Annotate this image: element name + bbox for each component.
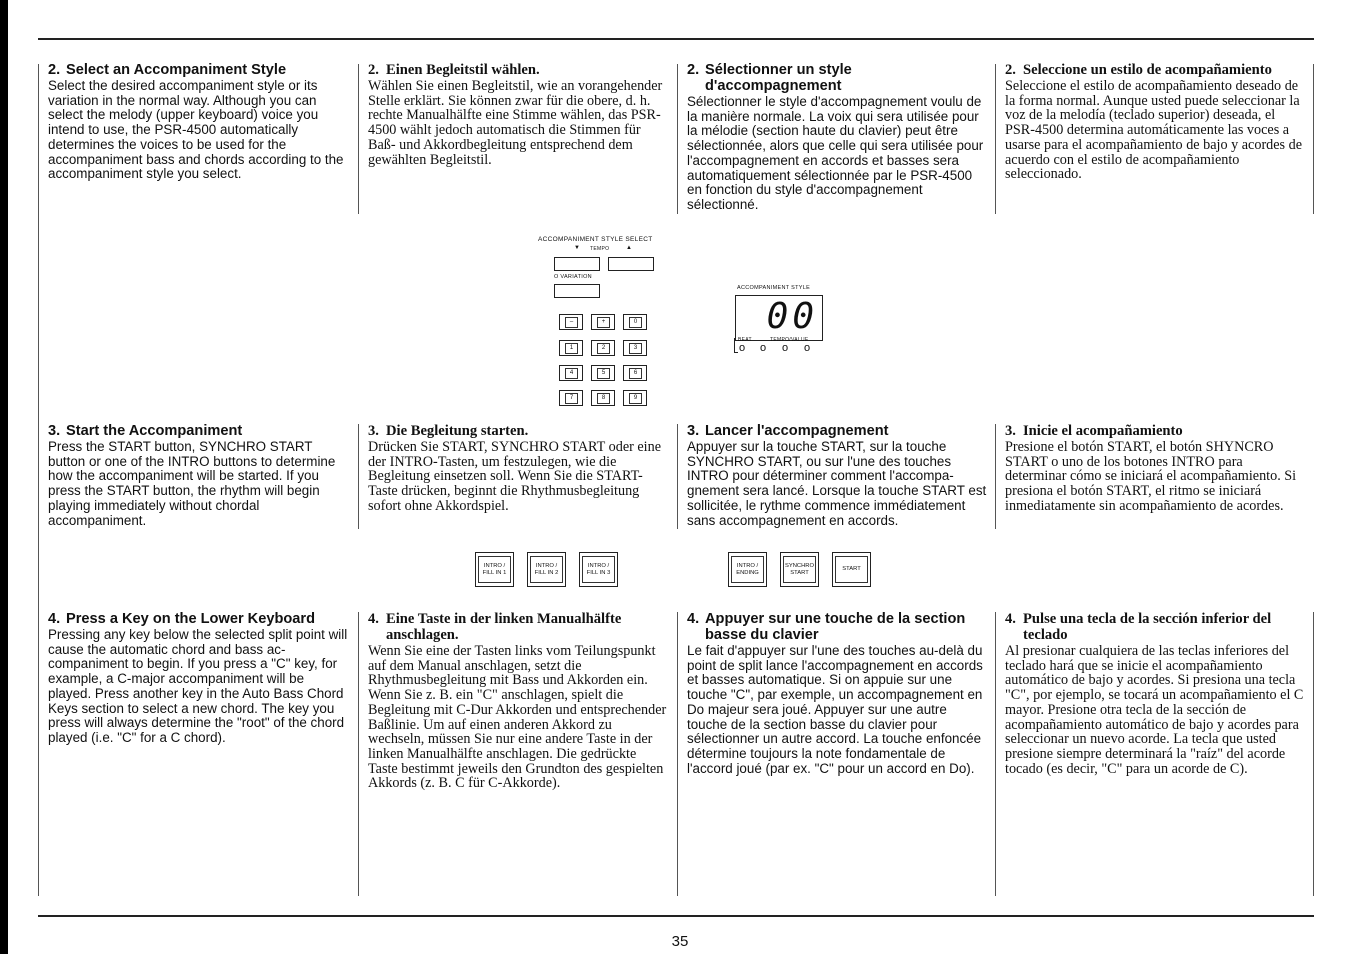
section-heading: 3. Die Begleitung starten.	[368, 423, 529, 439]
keypad-3-button[interactable]: 3	[623, 340, 647, 356]
beat-indicator-4: o	[804, 342, 811, 354]
tempo-up-button[interactable]	[608, 257, 654, 271]
tempo-down-arrow-icon: ▼	[574, 245, 581, 251]
keypad-8-button[interactable]: 8	[591, 390, 615, 406]
section-body: Select the desired accompaniment style or its variation in the normal way. Although you can select the melody (upper keyboard) voice you intend to use, the PSR-4500 automatically determines the voices to be used for the accompaniment bass and chords according to the accompaniment style you select.	[48, 78, 344, 182]
keypad-1-button[interactable]: 1	[559, 340, 583, 356]
column-divider	[358, 612, 359, 896]
led-digits: 00	[766, 296, 818, 337]
beat-indicator-1: o	[739, 342, 746, 354]
column-divider	[1313, 64, 1314, 214]
synchro-start-button[interactable]: SYNCHRO START	[780, 552, 819, 587]
intro-fill-in-3-button[interactable]: INTRO / FILL IN 3	[579, 552, 618, 587]
section-3-german	[368, 423, 668, 514]
bottom-rule	[38, 915, 1314, 917]
section-heading: 2. Select an Accompaniment Style	[48, 62, 287, 78]
section-body: Presione el botón START, el botón SHYNCRO START o uno de los botones INTRO para determinar cómo se iniciará el acompañamiento. Si presiona el botón START, el ritmo se iniciará inmediatamente sin acompañamiento de acordes.	[1005, 439, 1297, 514]
section-body: Seleccione el estilo de acompañamiento deseado de la forma normal. Aunque usted puede seleccionar la voz de la melodía (teclado superior) deseada, el PSR-4500 determina automáticamente las voces a usarse para el acompañamiento de bajo y acordes de acuerdo con el estilo de acompañamiento seleccionado.	[1005, 78, 1303, 183]
accompaniment-style-display	[730, 285, 840, 357]
section-body: Le fait d'appuyer sur l'une des touches au-delà du point de split lance l'accompagnement en accords et basses automatique. Si on appuie sur une touche "C", par exemple, un accompagnement en Do majeur sera joué. Appuyer sur une autre touche de la section basse du clavier pour sélectionner un autre accord. La touche enfoncée détermine toujours la note fondamentale de l'accord joué (par ex. "C" pour un accord en Do).	[687, 643, 983, 776]
page-edge-bar	[0, 0, 8, 954]
keypad-2-button[interactable]: 2	[591, 340, 615, 356]
intro-ending-button[interactable]: INTRO / ENDING	[728, 552, 767, 587]
section-body: Wählen Sie einen Begleitstil, wie an vorangehender Stelle erklärt. Sie können zwar für die obere, d. h. rechte Manualhälfte eine Stimme wählen, das PSR-4500 wählt jedoch automatisch die Stimmen für Baß- und Akkordbegleitung entsprechend dem gewählten Begleitstil.	[368, 78, 663, 168]
section-heading: 2. Sélectionner un style d'accompagnement	[687, 62, 852, 94]
variation-label: O VARIATION	[554, 274, 592, 280]
variation-button[interactable]	[554, 284, 600, 298]
tempo-label: TEMPO	[590, 246, 610, 252]
tempo-value-label: TEMPO/VALUE	[770, 337, 809, 343]
section-2-spanish	[1005, 62, 1305, 182]
column-divider	[358, 424, 359, 529]
section-heading: 2. Seleccione un estilo de acompañamiento	[1005, 62, 1272, 78]
section-4-spanish	[1005, 611, 1305, 776]
keypad-7-button[interactable]: 7	[559, 390, 583, 406]
section-body: Wenn Sie eine der Tasten links vom Teilungspunkt auf dem Manual anschlagen, setzt die Rhythmusbegleitung mit Bass und Akkorden ein. Wenn Sie z. B. ein "C" anschlagen, spielt die Begleitung mit C-Dur Akkorden und entsprechender Baßlinie. Um auf einen anderen Akkord zu wechseln, müssen Sie nur eine andere Taste in der linken Manualhälfte anschlagen. Die gedrückte Taste bestimmt jeweils den Grundton des gespielten Akkords (z. B. C für C-Akkorde).	[368, 643, 667, 792]
top-rule	[38, 38, 1314, 40]
section-heading: 4. Press a Key on the Lower Keyboard	[48, 611, 315, 627]
column-divider	[677, 64, 678, 214]
section-body: Al presionar cualquiera de las teclas inferiores del teclado hará que se inicie el acompañamiento automático de bajo y acordes. Si presiona una tecla "C", por ejemplo, se tocará un acompañamiento el C mayor. Presione otra tecla de la sección de acompañamiento automático de bajo y acordes para seleccionar un nuevo acorde. La tecla que usted presione siempre determinará la "raíz" del acorde tocado (es decir, "C" para un acorde de C).	[1005, 643, 1304, 777]
section-3-spanish	[1005, 423, 1305, 514]
intro-fill-in-1-button[interactable]: INTRO / FILL IN 1	[475, 552, 514, 587]
tempo-down-button[interactable]	[554, 257, 600, 271]
tempo-up-arrow-icon: ▲	[626, 245, 633, 251]
section-body: Appuyer sur la touche START, sur la touche SYNCHRO START, ou sur l'une des touches INTRO pour déterminer comment l'accompagnement sera lancé. Lorsque la touche START est sollicitée, le rythme commence immédiatement sans accompagnement en accords.	[687, 439, 987, 528]
column-divider	[358, 64, 359, 214]
beat-label: BEAT	[738, 337, 752, 343]
section-heading: 4. Pulse una tecla de la sección inferior del teclado	[1005, 611, 1272, 643]
column-divider	[995, 424, 996, 529]
keypad-minus-button[interactable]: –	[559, 314, 583, 330]
start-button[interactable]: START	[832, 552, 871, 587]
keypad-9-button[interactable]: 9	[623, 390, 647, 406]
section-heading: 2. Einen Begleitstil wählen.	[368, 62, 540, 78]
column-divider	[1313, 612, 1314, 896]
section-body: Pressing any key below the selected split point will cause the automatic chord and bass accompaniment to begin. If you press a "C" key, for example, a C-major accompaniment will be played. Press another key in the Auto Bass Chord Keys section to select a new chord. The key you press will always determine the "root" of the chord played (i.e. "C" for a C chord).	[48, 627, 348, 745]
section-4-english	[48, 611, 348, 746]
keypad-6-button[interactable]: 6	[623, 365, 647, 381]
intro-fill-in-buttons	[475, 552, 635, 592]
section-heading: 3. Inicie el acompañamiento	[1005, 423, 1183, 439]
display-label: ACCOMPANIMENT STYLE	[737, 285, 811, 291]
section-3-french	[687, 423, 987, 528]
keypad-plus-button[interactable]: +	[591, 314, 615, 330]
keypad-0-button[interactable]: 0	[623, 314, 647, 330]
section-2-french	[687, 62, 987, 213]
section-3-english	[48, 423, 348, 528]
section-heading: 4. Appuyer sur une touche de la section basse du clavier	[687, 611, 966, 643]
keypad-4-button[interactable]: 4	[559, 365, 583, 381]
column-divider	[38, 64, 39, 896]
section-4-french	[687, 611, 987, 776]
column-divider	[677, 424, 678, 529]
intro-fill-in-2-button[interactable]: INTRO / FILL IN 2	[527, 552, 566, 587]
section-2-english	[48, 62, 348, 182]
section-4-german	[368, 611, 668, 791]
keypad-5-button[interactable]: 5	[591, 365, 615, 381]
accompaniment-style-select-panel	[538, 236, 678, 408]
style-select-label: ACCOMPANIMENT STYLE SELECT	[538, 236, 653, 243]
section-heading: 3. Start the Accompaniment	[48, 423, 243, 439]
led-screen	[735, 295, 823, 341]
start-control-buttons	[728, 552, 878, 592]
section-heading: 3. Lancer l'accompagnement	[687, 423, 889, 439]
section-heading: 4. Eine Taste in der linken Manualhälfte anschlagen.	[368, 611, 622, 643]
section-2-german	[368, 62, 668, 167]
beat-indicator-2: o	[760, 342, 767, 354]
column-divider	[995, 612, 996, 896]
column-divider	[677, 612, 678, 896]
column-divider	[995, 64, 996, 214]
section-body: Sélectionner le style d'accompagnement voulu de la manière normale. La voix qui sera utilisée pour la mélodie (section haute du clavier) peut être sélectionnée, alors que celle qui sera utilisée pour l'accompagnement en accords et basses sera automatiquement sélectionnée par le PSR-4500 en fonction du style d'accompagnement sélectionné.	[687, 94, 984, 212]
beat-indicator-3: o	[782, 342, 789, 354]
section-body: Drücken Sie START, SYNCHRO START oder eine der INTRO-Tasten, um festzulegen, wie die Begleitung einsetzen soll. Wenn Sie die START-Taste drücken, beginnt die Rhythmusbegleitung sofort ohne Akkordspiel.	[368, 439, 662, 514]
beat-bracket	[734, 338, 738, 353]
page-number: 35	[671, 933, 689, 950]
section-body: Press the START button, SYNCHRO START button or one of the INTRO buttons to determine how the accompaniment will be started. If you press the START button, the rhythm will begin playing immediately without chordal accompaniment.	[48, 439, 336, 528]
